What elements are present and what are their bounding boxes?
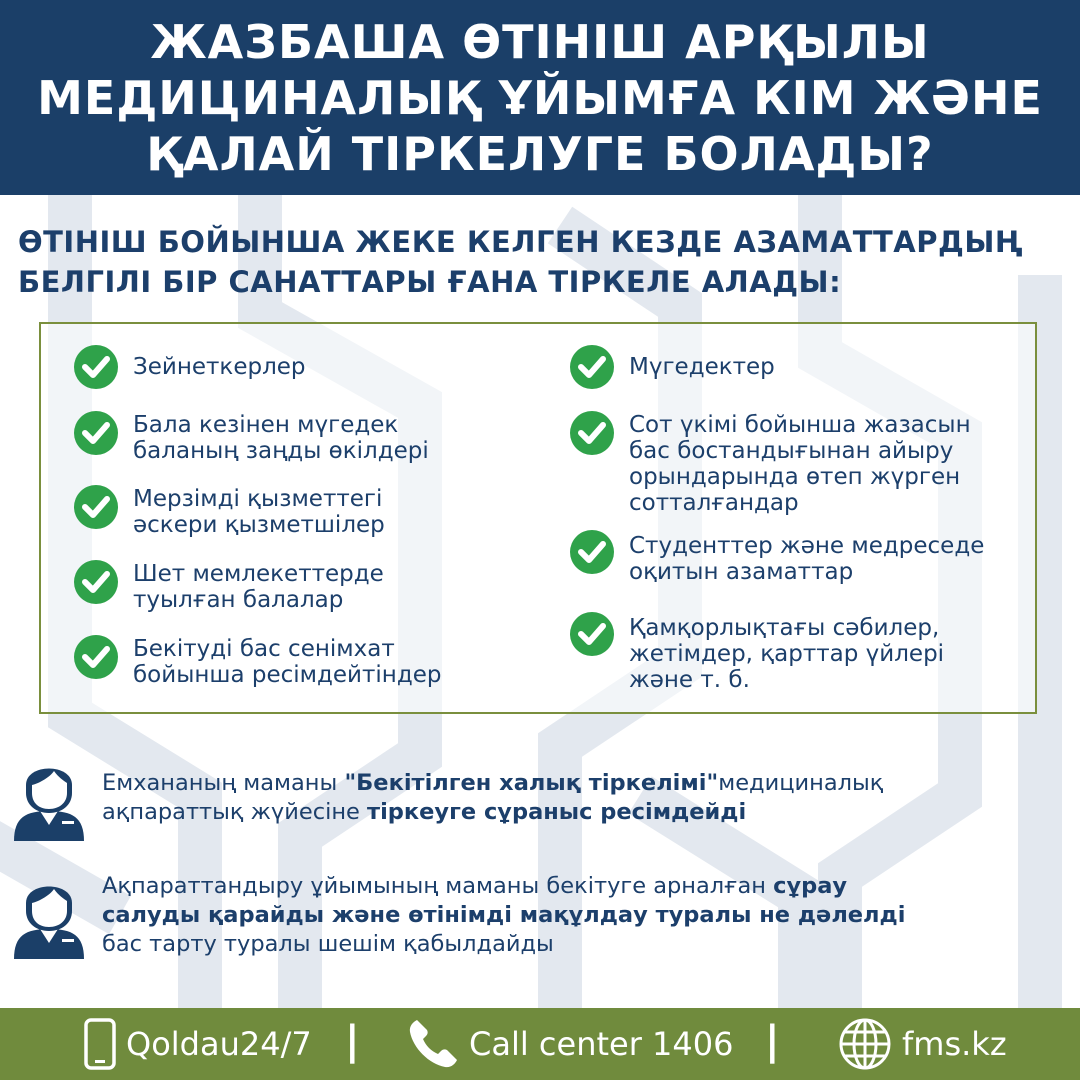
footer-website[interactable] — [838, 1008, 1007, 1080]
category-item — [569, 410, 971, 516]
header-title-line-2: МЕДИЦИНАЛЫҚ ҰЙЫМҒА КІМ ЖӘНЕ — [37, 70, 1043, 125]
subtitle — [18, 222, 1023, 302]
category-label: Шет мемлекеттерде — [133, 561, 384, 587]
step-clinic-specialist — [10, 755, 883, 841]
step-text: Ақпараттандыру ұйымының маманы бекітуге арналған — [102, 873, 774, 899]
globe-icon — [838, 1017, 892, 1071]
check-circle-icon — [569, 410, 615, 456]
category-item — [569, 529, 984, 585]
category-label: Бекітуді бас сенімхат — [133, 636, 395, 662]
header-banner — [0, 0, 1080, 195]
step-informatization-specialist — [10, 872, 905, 959]
category-item — [73, 559, 384, 613]
footer-website-text: fms.kz — [902, 1025, 1007, 1063]
header-title-line-1: ЖАЗБАША ӨТІНІШ АРҚЫЛЫ — [150, 14, 930, 69]
category-item — [569, 344, 775, 390]
footer-call-center[interactable] — [405, 1008, 733, 1080]
step-text-bold: тіркеуге сұраныс ресімдейді — [367, 799, 747, 825]
category-label: жетімдер, қарттар үйлері — [629, 641, 945, 667]
check-circle-icon — [73, 344, 119, 390]
subtitle-line-2: БЕЛГІЛІ БІР САНАТТАРЫ ҒАНА ТІРКЕЛЕ АЛАДЫ: — [18, 265, 842, 299]
category-item — [73, 484, 385, 538]
category-label: Бала кезінен мүгедек — [133, 412, 399, 438]
category-label: Мерзімді қызметтегі — [133, 486, 383, 512]
categories-box — [39, 322, 1037, 714]
step-text-bold: салуды қарайды және өтінімді мақұлдау туралы не дәлелді — [102, 902, 906, 928]
header-title-line-3: ҚАЛАЙ ТІРКЕЛУГЕ БОЛАДЫ? — [146, 126, 934, 181]
category-item — [73, 634, 441, 688]
subtitle-line-1: ӨТІНІШ БОЙЫНША ЖЕКЕ КЕЛГЕН КЕЗДЕ АЗАМАТТАРДЫҢ — [18, 225, 1024, 259]
footer-call-center-text: Call center 1406 — [469, 1025, 734, 1063]
footer-separator: | — [345, 1018, 360, 1064]
check-circle-icon — [73, 410, 119, 456]
check-circle-icon — [73, 484, 119, 530]
category-label: бас бостандығынан айыру — [629, 438, 954, 464]
category-label: Мүгедектер — [629, 354, 775, 380]
category-label: әскери қызметшілер — [133, 512, 385, 538]
check-circle-icon — [569, 344, 615, 390]
step-text: Емхананың маманы — [102, 770, 345, 796]
category-item — [569, 611, 944, 693]
category-label: Зейнеткерлер — [133, 354, 306, 380]
check-circle-icon — [569, 529, 615, 575]
category-label: және т. б. — [629, 667, 750, 693]
step-text: ақпараттық жүйесіне — [102, 799, 368, 825]
step-text: бас тарту туралы шешім қабылдайды — [102, 931, 554, 957]
category-label: сотталғандар — [629, 490, 799, 516]
footer-qoldau-text: Qoldau24/7 — [126, 1025, 312, 1063]
step-text-bold: сұрау — [773, 873, 848, 899]
category-label: орындарында өтеп жүрген — [629, 464, 961, 490]
check-circle-icon — [569, 611, 615, 657]
step-text: медициналық — [718, 770, 884, 796]
category-label: Қамқорлықтағы сәбилер, — [629, 615, 940, 641]
category-item — [73, 344, 306, 390]
footer-separator: | — [765, 1018, 780, 1064]
category-item — [73, 410, 429, 464]
check-circle-icon — [73, 559, 119, 605]
specialist-avatar-icon — [10, 873, 88, 959]
phone-handset-icon — [405, 1016, 461, 1072]
footer-qoldau[interactable] — [84, 1008, 312, 1080]
category-label: баланың заңды өкілдері — [133, 438, 429, 464]
step-text-bold: "Бекітілген халық тіркелімі" — [344, 770, 719, 796]
category-label: Студенттер және медреседе — [629, 533, 985, 559]
footer-bar — [0, 1008, 1080, 1080]
category-label: туылған балалар — [133, 587, 344, 613]
category-label: Сот үкімі бойынша жазасын — [629, 412, 971, 438]
category-label: оқитын азаматтар — [629, 559, 854, 585]
specialist-avatar-icon — [10, 755, 88, 841]
mobile-phone-icon — [84, 1018, 116, 1070]
check-circle-icon — [73, 634, 119, 680]
category-label: бойынша ресімдейтіндер — [133, 662, 442, 688]
